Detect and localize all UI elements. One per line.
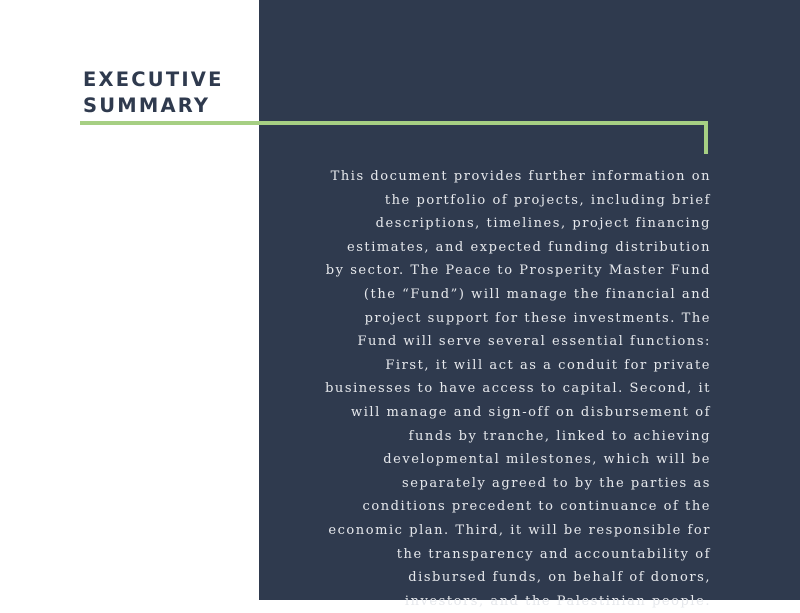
paragraph-line: This document provides further information on <box>330 169 711 184</box>
summary-paragraph <box>300 165 711 613</box>
paragraph-line: descriptions, timelines, project financing <box>375 216 711 232</box>
section-heading <box>83 67 224 119</box>
paragraph-line: estimates, and expected funding distribution <box>346 239 711 255</box>
paragraph-line: investors, and the Palestinian people. <box>404 593 711 609</box>
paragraph-line: the transparency and accountability of <box>396 546 711 562</box>
paragraph-line: will manage and sign-off on disbursement of <box>351 404 711 420</box>
accent-rule-horizontal <box>80 121 708 125</box>
paragraph-line: funds by tranche, linked to achieving <box>408 428 711 444</box>
paragraph-line: the portfolio of projects, including brief <box>384 192 711 208</box>
paragraph-line: (the “Fund”) will manage the financial and <box>363 286 711 302</box>
paragraph-line: economic plan. Third, it will be responsible for <box>328 522 711 538</box>
paragraph-line: developmental milestones, which will be <box>383 452 711 468</box>
paragraph-line: Fund will serve several essential functions: <box>357 334 711 350</box>
paragraph-line: businesses to have access to capital. Second, it <box>325 381 711 397</box>
paragraph-line: First, it will act as a conduit for private <box>385 357 711 373</box>
paragraph-line: separately agreed to by the parties as <box>402 475 711 491</box>
paragraph-line: disbursed funds, on behalf of donors, <box>408 570 711 586</box>
accent-rule-vertical <box>704 121 708 154</box>
heading-line-1: EXECUTIVE <box>83 68 224 91</box>
heading-line-2: SUMMARY <box>83 94 211 117</box>
paragraph-line: conditions precedent to continuance of the <box>362 499 711 515</box>
paragraph-line: project support for these investments. The <box>364 310 711 326</box>
paragraph-line: by sector. The Peace to Prosperity Master Fund <box>325 263 711 279</box>
